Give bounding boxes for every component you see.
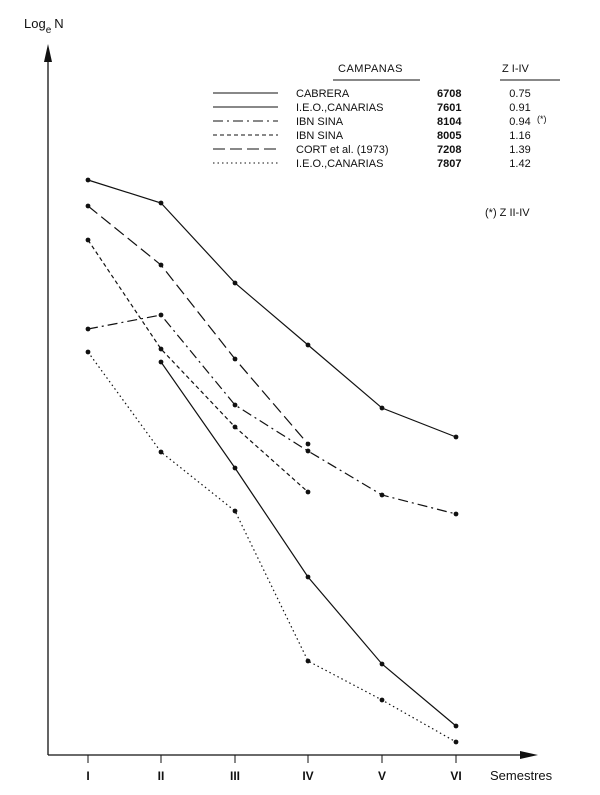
x-tick-label: IV <box>302 769 314 783</box>
legend-series-name: IBN SINA <box>296 130 344 142</box>
data-point <box>306 343 311 348</box>
series-8104 <box>86 313 459 517</box>
x-ticks <box>86 755 461 783</box>
legend-z-value: 1.39 <box>509 144 531 156</box>
legend-item <box>213 130 531 142</box>
legend-item <box>213 114 547 128</box>
series-7601 <box>159 360 459 729</box>
data-point <box>86 204 91 209</box>
data-point <box>159 313 164 318</box>
x-axis-arrow-icon <box>520 751 538 759</box>
legend-z-value: 0.91 <box>509 102 531 114</box>
x-tick-label: III <box>229 769 241 783</box>
legend-z-value: 1.42 <box>509 158 531 170</box>
data-point <box>380 493 385 498</box>
data-point <box>454 512 459 517</box>
data-point <box>454 740 459 745</box>
legend-campaign: 8104 <box>437 116 462 128</box>
data-point <box>159 450 164 455</box>
legend-item <box>213 144 531 156</box>
data-point <box>306 490 311 495</box>
data-point <box>233 281 238 286</box>
data-point <box>380 662 385 667</box>
data-point <box>454 435 459 440</box>
legend-z-value: 1.16 <box>509 130 531 142</box>
data-point <box>380 698 385 703</box>
legend-campaign: 7601 <box>437 102 462 114</box>
data-point <box>86 350 91 355</box>
legend-campaign: 7807 <box>437 158 462 170</box>
legend-campaign: 7208 <box>437 144 462 156</box>
legend-series-name: I.E.O.,CANARIAS <box>296 158 384 170</box>
legend-series-name: IBN SINA <box>296 116 344 128</box>
data-point <box>86 238 91 243</box>
x-tick-label: V <box>377 769 387 783</box>
legend-z-note: (*) <box>537 114 547 124</box>
data-point <box>159 347 164 352</box>
series-7807 <box>86 350 459 745</box>
x-tick-label: II <box>157 769 165 783</box>
data-point <box>380 406 385 411</box>
x-axis-label: Semestres <box>490 768 553 783</box>
y-axis-arrow-icon <box>44 44 52 62</box>
legend-item <box>213 102 531 114</box>
legend-item <box>213 158 531 170</box>
data-point <box>306 659 311 664</box>
data-point <box>233 466 238 471</box>
data-point <box>159 360 164 365</box>
data-point <box>233 425 238 430</box>
legend-z-value: 0.75 <box>509 88 531 100</box>
data-point <box>306 449 311 454</box>
legend-series-name: CABRERA <box>296 88 350 100</box>
data-point <box>233 403 238 408</box>
legend-campaign: 8005 <box>437 130 462 142</box>
series-6708 <box>86 178 459 440</box>
data-point <box>159 201 164 206</box>
x-tick-label: VI <box>450 769 462 783</box>
legend-campaign: 6708 <box>437 88 462 100</box>
series-7208 <box>86 204 311 447</box>
data-point <box>233 509 238 514</box>
data-point <box>306 575 311 580</box>
legend-series-name: I.E.O.,CANARIAS <box>296 102 384 114</box>
legend-header-z: Z I-IV <box>502 63 529 75</box>
legend <box>213 63 560 219</box>
data-point <box>86 327 91 332</box>
data-point <box>159 263 164 268</box>
legend-header-campaigns: CAMPANAS <box>338 63 403 75</box>
data-point <box>454 724 459 729</box>
legend-footnote: (*) Z II-IV <box>485 207 530 219</box>
data-point <box>233 357 238 362</box>
legend-series-name: CORT et al. (1973) <box>296 144 389 156</box>
data-point <box>306 442 311 447</box>
legend-item <box>213 88 531 100</box>
series-lines <box>86 178 459 745</box>
y-axis-label: Log$_e$ N <box>24 16 64 36</box>
x-tick-label: I <box>86 769 90 783</box>
series-8005 <box>86 238 311 495</box>
legend-z-value: 0.94 <box>509 116 531 128</box>
data-point <box>86 178 91 183</box>
